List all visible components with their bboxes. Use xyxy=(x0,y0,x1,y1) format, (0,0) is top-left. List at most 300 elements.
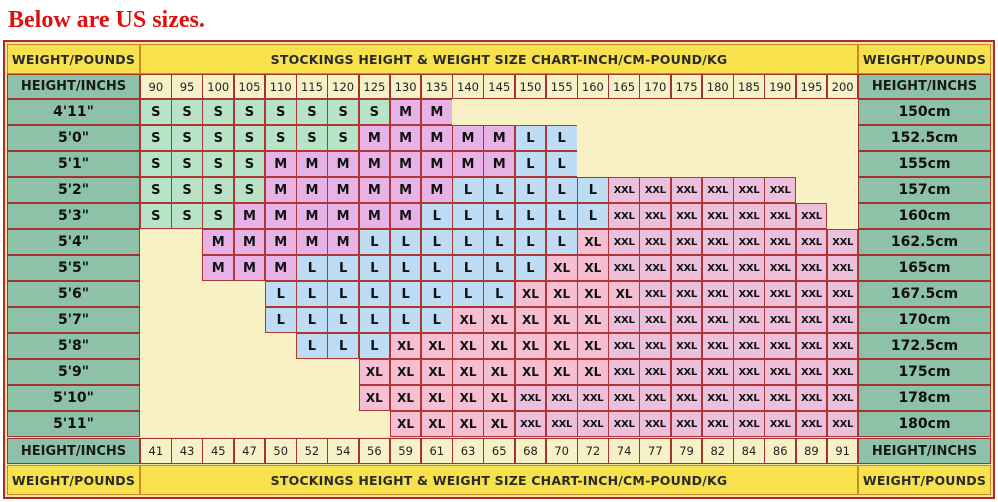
pounds-tick: 90 xyxy=(140,74,172,99)
height-row-label: 5'2" xyxy=(7,177,140,203)
size-cell: XXL xyxy=(827,307,859,333)
size-cell: S xyxy=(327,99,359,125)
pounds-tick: 165 xyxy=(608,74,640,99)
empty-area xyxy=(827,203,858,229)
size-cell: XL xyxy=(515,307,547,333)
size-cell: L xyxy=(483,255,515,281)
size-cell: XXL xyxy=(671,411,703,437)
size-cell: L xyxy=(515,177,547,203)
size-cell: L xyxy=(296,307,328,333)
pounds-tick: 145 xyxy=(483,74,515,99)
size-cell: XXL xyxy=(733,255,765,281)
size-cell: L xyxy=(296,333,328,359)
size-cell: XL xyxy=(577,255,609,281)
pounds-tick: 190 xyxy=(764,74,796,99)
size-cell: L xyxy=(483,229,515,255)
band-bottom-left-label: WEIGHT/POUNDS xyxy=(7,465,140,495)
size-cell: XXL xyxy=(827,385,859,411)
pounds-tick: 160 xyxy=(577,74,609,99)
size-cell: XL xyxy=(359,385,391,411)
kg-tick: 72 xyxy=(577,438,609,464)
height-cm-label: 170cm xyxy=(858,307,991,333)
size-cell: L xyxy=(265,307,297,333)
size-cell: M xyxy=(452,151,484,177)
size-cell: XXL xyxy=(671,359,703,385)
size-cell: XL xyxy=(515,359,547,385)
size-cell: XL xyxy=(483,411,515,437)
size-cell: L xyxy=(390,255,422,281)
size-cell: L xyxy=(452,203,484,229)
kg-tick: 79 xyxy=(671,438,703,464)
size-cell: XXL xyxy=(639,281,671,307)
size-cell: XXL xyxy=(733,203,765,229)
height-cm-label: 157cm xyxy=(858,177,991,203)
size-cell: XXL xyxy=(733,177,765,203)
size-cell: XL xyxy=(577,229,609,255)
size-cell: M xyxy=(390,203,422,229)
height-row-label: 5'0" xyxy=(7,125,140,151)
height-cm-label: 178cm xyxy=(858,385,991,411)
size-cell: M xyxy=(202,229,234,255)
pounds-tick: 180 xyxy=(702,74,734,99)
size-cell: M xyxy=(421,99,453,125)
size-cell: XL xyxy=(577,333,609,359)
size-cell: L xyxy=(359,229,391,255)
size-cell: M xyxy=(265,151,297,177)
size-cell: XXL xyxy=(639,203,671,229)
size-cell: M xyxy=(265,203,297,229)
empty-area xyxy=(140,385,359,411)
size-cell: S xyxy=(171,99,203,125)
size-cell: S xyxy=(171,151,203,177)
size-cell: XXL xyxy=(577,385,609,411)
size-cell: S xyxy=(202,177,234,203)
size-cell: S xyxy=(265,125,297,151)
kg-tick: 47 xyxy=(234,438,266,464)
size-cell: M xyxy=(390,125,422,151)
size-cell: M xyxy=(327,203,359,229)
size-cell: XXL xyxy=(608,333,640,359)
kg-tick: 61 xyxy=(421,438,453,464)
pounds-tick: 185 xyxy=(733,74,765,99)
kg-tick: 43 xyxy=(171,438,203,464)
size-cell: L xyxy=(296,255,328,281)
size-cell: XXL xyxy=(827,281,859,307)
height-cm-label: 155cm xyxy=(858,151,991,177)
size-cell: M xyxy=(452,125,484,151)
size-cell: XXL xyxy=(608,255,640,281)
size-cell: XXL xyxy=(608,411,640,437)
size-cell: L xyxy=(327,281,359,307)
size-cell: XL xyxy=(546,281,578,307)
size-cell: XXL xyxy=(796,203,828,229)
size-cell: XL xyxy=(515,281,547,307)
size-cell: XL xyxy=(390,333,422,359)
size-cell: S xyxy=(140,177,172,203)
pounds-tick: 155 xyxy=(546,74,578,99)
size-cell: XL xyxy=(483,385,515,411)
size-cell: XXL xyxy=(639,307,671,333)
size-cell: M xyxy=(483,151,515,177)
size-cell: XXL xyxy=(764,411,796,437)
size-cell: L xyxy=(327,307,359,333)
size-cell: XXL xyxy=(546,411,578,437)
size-cell: L xyxy=(421,307,453,333)
size-cell: L xyxy=(421,281,453,307)
size-cell: XXL xyxy=(702,177,734,203)
size-cell: S xyxy=(140,203,172,229)
size-cell: XXL xyxy=(639,385,671,411)
pounds-tick: 110 xyxy=(265,74,297,99)
size-cell: L xyxy=(296,281,328,307)
empty-area xyxy=(140,281,265,307)
size-cell: M xyxy=(359,125,391,151)
size-cell: XL xyxy=(577,359,609,385)
size-cell: XL xyxy=(608,281,640,307)
size-cell: XL xyxy=(577,281,609,307)
size-cell: XXL xyxy=(671,229,703,255)
pounds-tick: 150 xyxy=(515,74,547,99)
height-cm-label: 162.5cm xyxy=(858,229,991,255)
size-cell: XXL xyxy=(796,411,828,437)
size-cell: S xyxy=(140,99,172,125)
size-cell: XL xyxy=(359,359,391,385)
size-cell: L xyxy=(390,229,422,255)
pounds-tick: 125 xyxy=(359,74,391,99)
pounds-tick: 100 xyxy=(202,74,234,99)
size-cell: S xyxy=(234,151,266,177)
size-cell: M xyxy=(265,255,297,281)
height-cm-label: 180cm xyxy=(858,411,991,437)
size-cell: S xyxy=(140,151,172,177)
size-cell: XXL xyxy=(515,385,547,411)
size-cell: XXL xyxy=(733,281,765,307)
height-cm-label: 172.5cm xyxy=(858,333,991,359)
pounds-tick: 115 xyxy=(296,74,328,99)
size-cell: XL xyxy=(421,359,453,385)
size-cell: L xyxy=(327,255,359,281)
size-cell: XXL xyxy=(796,281,828,307)
size-cell: L xyxy=(483,177,515,203)
height-row-label: 5'3" xyxy=(7,203,140,229)
size-cell: M xyxy=(390,151,422,177)
height-label-top-right: HEIGHT/INCHS xyxy=(858,74,991,99)
size-cell: M xyxy=(327,177,359,203)
pounds-tick: 200 xyxy=(827,74,859,99)
size-cell: XXL xyxy=(639,255,671,281)
size-cell: XXL xyxy=(639,333,671,359)
size-cell: M xyxy=(234,229,266,255)
pounds-tick: 105 xyxy=(234,74,266,99)
size-cell: XXL xyxy=(639,229,671,255)
height-row-label: 5'5" xyxy=(7,255,140,281)
size-cell: M xyxy=(296,151,328,177)
size-cell: XXL xyxy=(827,255,859,281)
pounds-tick: 130 xyxy=(390,74,422,99)
size-cell: L xyxy=(515,255,547,281)
size-cell: XXL xyxy=(608,229,640,255)
size-cell: S xyxy=(234,177,266,203)
size-cell: L xyxy=(515,203,547,229)
size-cell: XL xyxy=(546,255,578,281)
size-cell: XXL xyxy=(639,359,671,385)
height-label-bottom-left: HEIGHT/INCHS xyxy=(7,438,140,464)
size-cell: XXL xyxy=(702,229,734,255)
size-cell: XXL xyxy=(515,411,547,437)
size-cell: XL xyxy=(421,333,453,359)
empty-area xyxy=(140,229,202,255)
size-cell: L xyxy=(546,203,578,229)
size-cell: L xyxy=(421,203,453,229)
kg-tick: 84 xyxy=(733,438,765,464)
size-cell: XL xyxy=(483,333,515,359)
pounds-tick: 135 xyxy=(421,74,453,99)
size-cell: L xyxy=(359,333,391,359)
height-cm-label: 167.5cm xyxy=(858,281,991,307)
height-row-label: 5'4" xyxy=(7,229,140,255)
size-cell: XL xyxy=(421,411,453,437)
size-cell: XXL xyxy=(764,385,796,411)
size-cell: XL xyxy=(546,359,578,385)
size-cell: XXL xyxy=(827,411,859,437)
kg-tick: 70 xyxy=(546,438,578,464)
size-cell: L xyxy=(359,255,391,281)
size-cell: S xyxy=(327,125,359,151)
size-cell: XXL xyxy=(764,281,796,307)
size-cell: M xyxy=(390,99,422,125)
size-cell: XXL xyxy=(702,385,734,411)
size-cell: XL xyxy=(577,307,609,333)
size-cell: XXL xyxy=(764,333,796,359)
size-cell: S xyxy=(234,99,266,125)
size-cell: M xyxy=(327,229,359,255)
size-cell: L xyxy=(546,151,578,177)
size-cell: XXL xyxy=(671,255,703,281)
size-cell: M xyxy=(265,229,297,255)
size-cell: XXL xyxy=(733,385,765,411)
size-cell: S xyxy=(265,99,297,125)
size-cell: XXL xyxy=(796,333,828,359)
size-cell: L xyxy=(515,229,547,255)
empty-area xyxy=(140,255,202,281)
size-cell: XL xyxy=(452,359,484,385)
kg-tick: 52 xyxy=(296,438,328,464)
kg-tick: 86 xyxy=(764,438,796,464)
size-cell: S xyxy=(202,203,234,229)
size-cell: XL xyxy=(390,359,422,385)
size-cell: XXL xyxy=(827,359,859,385)
height-row-label: 5'7" xyxy=(7,307,140,333)
size-cell: S xyxy=(234,125,266,151)
kg-tick: 41 xyxy=(140,438,172,464)
size-cell: XXL xyxy=(796,255,828,281)
kg-tick: 45 xyxy=(202,438,234,464)
size-cell: XXL xyxy=(764,255,796,281)
size-cell: M xyxy=(359,151,391,177)
height-label-top-left: HEIGHT/INCHS xyxy=(7,74,140,99)
size-cell: XXL xyxy=(827,229,859,255)
size-cell: M xyxy=(234,255,266,281)
size-cell: S xyxy=(171,203,203,229)
size-cell: XL xyxy=(483,359,515,385)
size-cell: XXL xyxy=(608,177,640,203)
size-cell: XXL xyxy=(796,385,828,411)
kg-tick: 65 xyxy=(483,438,515,464)
size-cell: M xyxy=(483,125,515,151)
size-cell: L xyxy=(515,125,547,151)
size-cell: XXL xyxy=(764,203,796,229)
size-cell: M xyxy=(296,229,328,255)
band-top-left-label: WEIGHT/POUNDS xyxy=(7,44,140,74)
size-cell: XXL xyxy=(764,177,796,203)
height-row-label: 5'11" xyxy=(7,411,140,437)
size-cell: XXL xyxy=(702,281,734,307)
size-cell: XL xyxy=(546,333,578,359)
size-cell: XL xyxy=(452,411,484,437)
size-cell: XXL xyxy=(702,359,734,385)
size-cell: XXL xyxy=(733,229,765,255)
height-cm-label: 152.5cm xyxy=(858,125,991,151)
size-cell: XL xyxy=(390,411,422,437)
size-cell: XXL xyxy=(671,385,703,411)
chart-title-bottom: STOCKINGS HEIGHT & WEIGHT SIZE CHART-INCH/CM-POUND/KG xyxy=(140,465,858,495)
size-cell: L xyxy=(359,307,391,333)
headline: Below are US sizes. xyxy=(8,7,205,33)
size-cell: L xyxy=(577,177,609,203)
height-row-label: 4'11" xyxy=(7,99,140,125)
size-cell: XXL xyxy=(733,333,765,359)
size-cell: M xyxy=(359,177,391,203)
size-cell: M xyxy=(327,151,359,177)
empty-area xyxy=(140,359,359,385)
size-cell: L xyxy=(452,229,484,255)
kg-tick: 63 xyxy=(452,438,484,464)
kg-tick: 91 xyxy=(827,438,859,464)
size-cell: S xyxy=(296,125,328,151)
size-cell: XL xyxy=(546,307,578,333)
size-cell: L xyxy=(577,203,609,229)
size-cell: S xyxy=(202,125,234,151)
height-label-bottom-right: HEIGHT/INCHS xyxy=(858,438,991,464)
size-cell: S xyxy=(140,125,172,151)
kg-tick: 74 xyxy=(608,438,640,464)
size-cell: L xyxy=(452,281,484,307)
size-cell: XXL xyxy=(608,307,640,333)
size-cell: L xyxy=(421,255,453,281)
size-cell: L xyxy=(546,125,578,151)
size-cell: XL xyxy=(421,385,453,411)
height-row-label: 5'6" xyxy=(7,281,140,307)
pounds-tick: 170 xyxy=(639,74,671,99)
height-row-label: 5'10" xyxy=(7,385,140,411)
size-cell: L xyxy=(452,177,484,203)
size-cell: XXL xyxy=(671,307,703,333)
size-cell: XXL xyxy=(796,229,828,255)
chart-title-top: STOCKINGS HEIGHT & WEIGHT SIZE CHART-INCH/CM-POUND/KG xyxy=(140,44,858,74)
height-cm-label: 150cm xyxy=(858,99,991,125)
kg-tick: 68 xyxy=(515,438,547,464)
size-cell: S xyxy=(359,99,391,125)
size-cell: XXL xyxy=(702,333,734,359)
size-cell: L xyxy=(515,151,547,177)
pounds-tick: 95 xyxy=(171,74,203,99)
size-cell: M xyxy=(202,255,234,281)
height-cm-label: 175cm xyxy=(858,359,991,385)
size-cell: XXL xyxy=(546,385,578,411)
size-cell: XXL xyxy=(671,281,703,307)
size-cell: XL xyxy=(452,307,484,333)
kg-tick: 56 xyxy=(359,438,391,464)
size-cell: L xyxy=(390,281,422,307)
size-cell: M xyxy=(265,177,297,203)
size-cell: M xyxy=(296,177,328,203)
size-cell: XXL xyxy=(639,177,671,203)
size-cell: XXL xyxy=(702,255,734,281)
size-cell: L xyxy=(421,229,453,255)
pounds-tick: 195 xyxy=(796,74,828,99)
size-cell: XL xyxy=(452,385,484,411)
size-cell: XXL xyxy=(796,307,828,333)
size-chart xyxy=(3,40,995,499)
size-cell: M xyxy=(390,177,422,203)
height-cm-label: 165cm xyxy=(858,255,991,281)
empty-area xyxy=(577,125,858,151)
size-cell: XXL xyxy=(671,333,703,359)
size-cell: M xyxy=(421,177,453,203)
size-cell: M xyxy=(359,203,391,229)
size-cell: XXL xyxy=(796,359,828,385)
size-cell: XXL xyxy=(608,359,640,385)
size-cell: XXL xyxy=(639,411,671,437)
kg-tick: 89 xyxy=(796,438,828,464)
size-cell: XXL xyxy=(733,359,765,385)
size-cell: L xyxy=(327,333,359,359)
height-cm-label: 160cm xyxy=(858,203,991,229)
kg-tick: 77 xyxy=(639,438,671,464)
size-cell: XXL xyxy=(827,333,859,359)
size-cell: XXL xyxy=(702,203,734,229)
size-cell: S xyxy=(296,99,328,125)
size-cell: M xyxy=(296,203,328,229)
size-cell: S xyxy=(171,125,203,151)
size-cell: XL xyxy=(390,385,422,411)
kg-tick: 82 xyxy=(702,438,734,464)
band-bottom-right-label: WEIGHT/POUNDS xyxy=(858,465,991,495)
empty-area xyxy=(140,307,265,333)
size-cell: L xyxy=(483,281,515,307)
kg-tick: 54 xyxy=(327,438,359,464)
size-cell: L xyxy=(546,177,578,203)
size-cell: M xyxy=(421,125,453,151)
pounds-tick: 140 xyxy=(452,74,484,99)
band-top-right-label: WEIGHT/POUNDS xyxy=(858,44,991,74)
size-cell: XXL xyxy=(764,307,796,333)
size-cell: XXL xyxy=(671,177,703,203)
size-cell: L xyxy=(452,255,484,281)
empty-area xyxy=(140,333,296,359)
size-cell: XXL xyxy=(608,385,640,411)
size-cell: XXL xyxy=(702,411,734,437)
size-cell: M xyxy=(421,151,453,177)
kg-tick: 59 xyxy=(390,438,422,464)
size-cell: XXL xyxy=(608,203,640,229)
size-cell: L xyxy=(546,229,578,255)
size-cell: XXL xyxy=(764,359,796,385)
size-cell: L xyxy=(390,307,422,333)
height-row-label: 5'9" xyxy=(7,359,140,385)
size-cell: M xyxy=(234,203,266,229)
size-cell: XL xyxy=(483,307,515,333)
